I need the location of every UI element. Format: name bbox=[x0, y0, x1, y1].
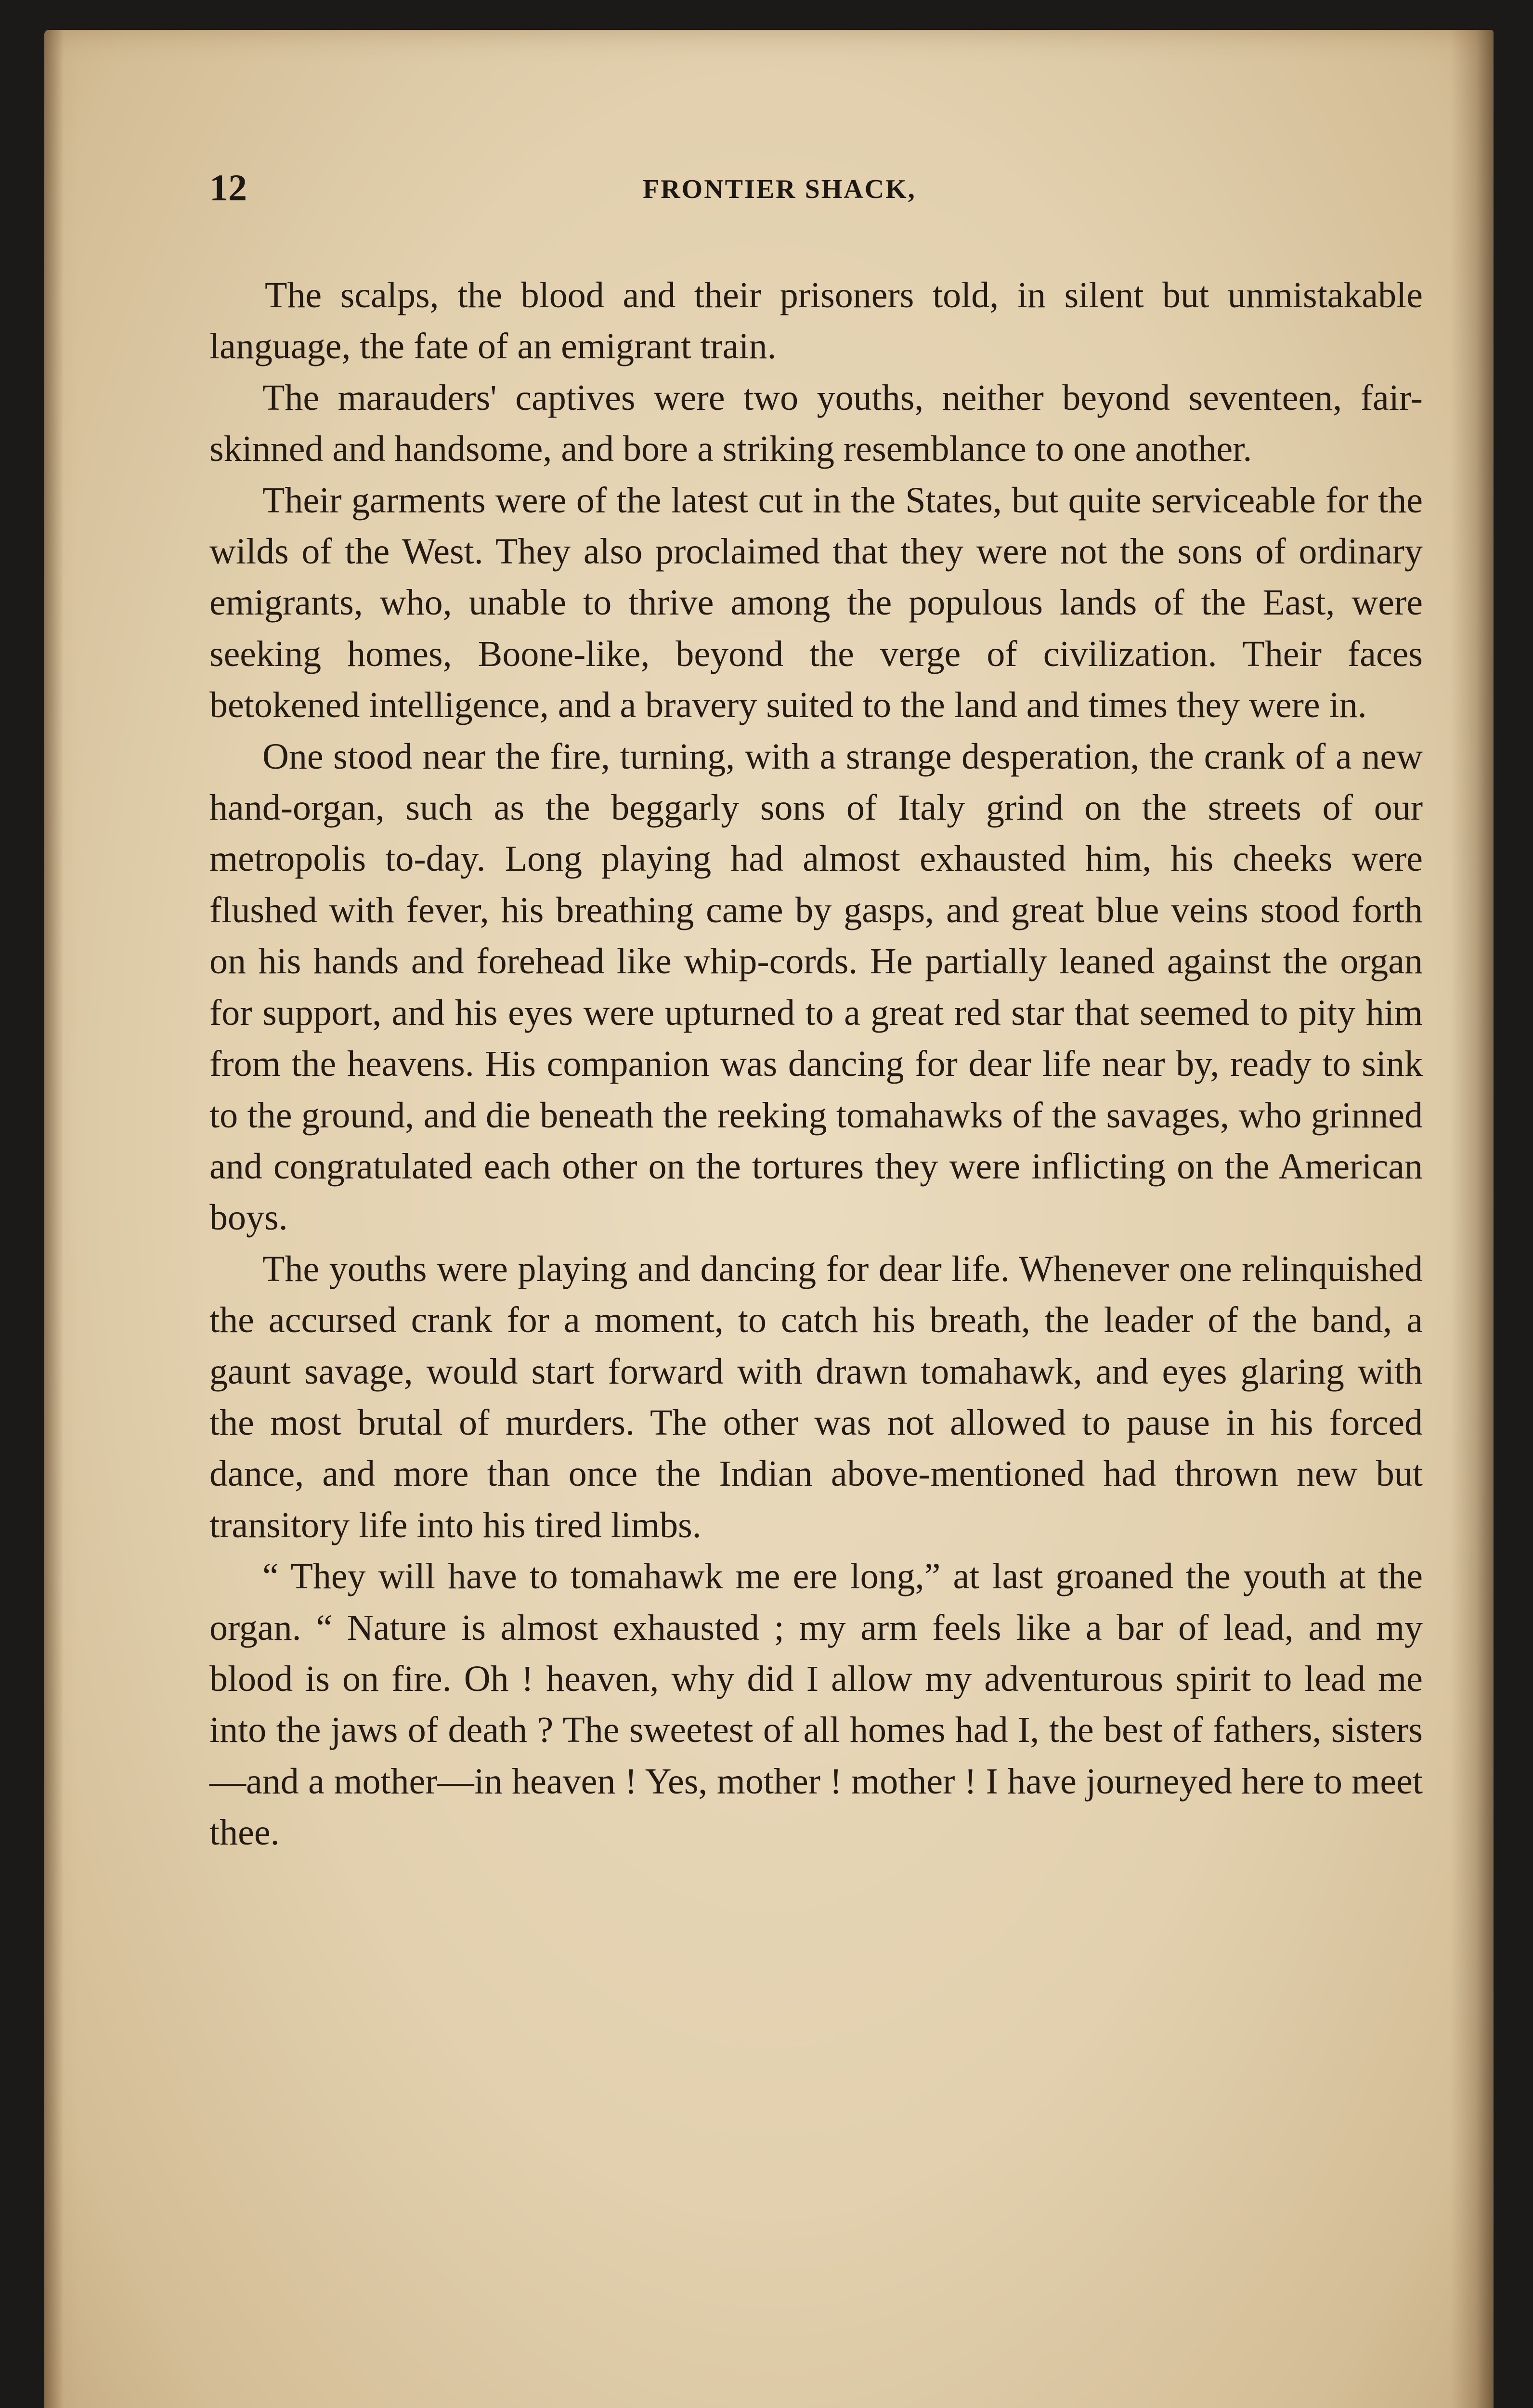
paragraph: Their garments were of the latest cut in the States, but quite serviceable for the wilds of the West. They also proclaimed that they were not the sons of ordinary emigrants, who, unable to thrive among the populous lands of the East, were seeking homes, Boone-like, beyond the verge of civilization. Their faces betokened intelligence, and a bravery suited to the land and times they were in. bbox=[209, 480, 1423, 726]
page-edge-shadow bbox=[1450, 30, 1494, 2408]
paragraph: The youths were playing and dancing for dear life. Whenever one relinquished the accursed crank for a moment, to catch his breath, the leader of the band, a gaunt savage, would start forward with drawn tomahawk, and eyes glaring with the most brutal of murders. The other was not allowed to pause in his forced dance, and more than once the Indian above-mentioned had thrown new but transitory life into his tired limbs. bbox=[209, 1248, 1423, 1545]
paragraph: One stood near the fire, turning, with a strange desperation, the crank of a new hand-organ, such as the beggarly sons of Italy grind on the streets of our metropolis to-day. Long playing had almost exhausted him, his cheeks were flushed with fever, his breathing came by gasps, and great blue veins stood forth on his hands and forehead like whip-cords. He partially leaned against the organ for support, and his eyes were upturned to a great red star that seemed to pity him from the heavens. His companion was dancing for dear life near by, ready to sink to the ground, and die beneath the reeking tomahawks of the savages, who grinned and congratulated each other on the tortures they were inflicting on the American boys. bbox=[209, 736, 1423, 1238]
paragraph: The scalps, the blood and their prisoners told, in silent but unmistakable language, the fate of an emigrant train. bbox=[209, 275, 1423, 367]
running-title: FRONTIER SHACK, bbox=[643, 174, 916, 204]
body-text bbox=[209, 270, 1423, 1858]
running-head bbox=[209, 166, 1413, 224]
page-number: 12 bbox=[209, 167, 247, 209]
paragraph: “ They will have to tomahawk me ere long,” at last groaned the youth at the organ. “ Nature is almost exhausted ; my arm feels like a bar of lead, and my blood is on fire. Oh ! heaven, why did I allow my adventurous spirit to lead me into the jaws of death ? The sweetest of all homes had I, the best of fathers, sisters—and a mother—in heaven ! Yes, mother ! mother ! I have journeyed here to meet thee. bbox=[209, 1556, 1423, 1853]
paragraph: The marauders' captives were two youths, neither beyond seventeen, fair-skinned and handsome, and bore a striking resemblance to one another. bbox=[209, 377, 1423, 470]
page-binding-shadow bbox=[44, 30, 64, 2408]
